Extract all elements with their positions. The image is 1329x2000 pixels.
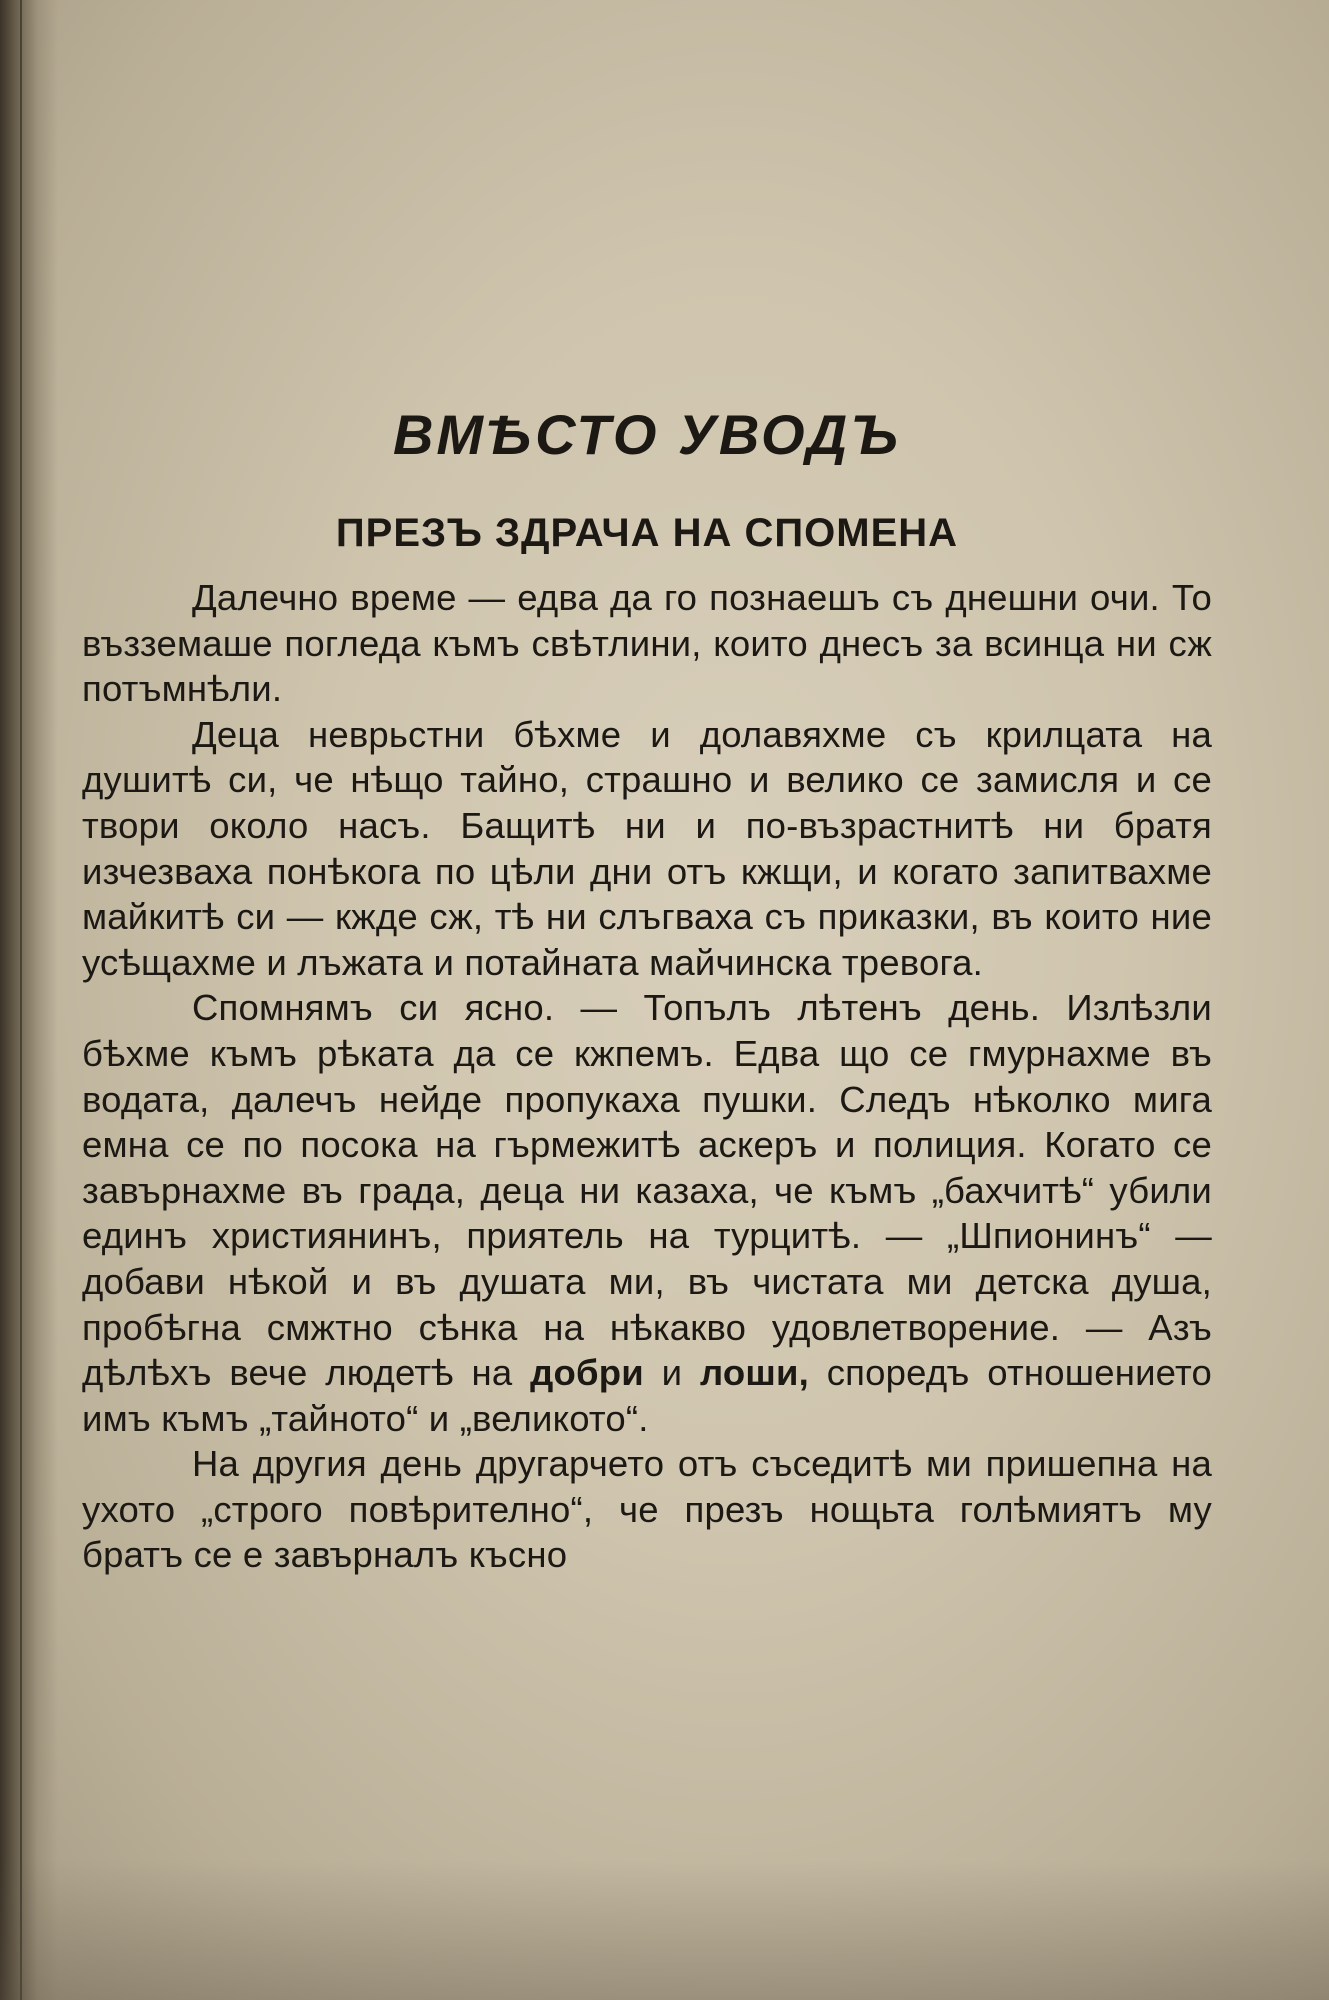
paragraph-3-text-before: Спомнямъ си ясно. — Топълъ лѣтенъ день. Излѣзли бѣхме къмъ рѣката да се кжпемъ. Едва що се гмурнахме въ водата, далечъ нейде пропукаха пушки. Следъ нѣколко мига емна се по посока на гърмежитѣ аскеръ и полиция. Когато се завърнахме въ града, деца ни казаха, че къмъ „бахчитѣ“ убили единъ християнинъ, приятель на турцитѣ. — „Шпионинъ“ — добави нѣкой и въ душата ми, въ чистата ми детска душа, пробѣгна смжтно сѣнка на нѣкакво удовлетворение. — Азъ дѣлѣхъ вече людетѣ на: [82, 987, 1212, 1394]
page-bottom-shadow: [0, 1860, 1329, 2000]
book-spine-shadow: [0, 0, 58, 2000]
paragraph-1: Далечно време — едва да го познаешъ съ днешни очи. То възземаше погледа къмъ свѣтлини, които днесъ за всинца ни сж потъмнѣли.: [82, 577, 1212, 710]
paragraph-3: [82, 985, 1212, 1441]
paragraph-4: На другия день другарчето отъ съседитѣ ми пришепна на ухото „строго повѣрително“, че презъ нощьта голѣмиятъ му братъ се е завърналъ късно: [82, 1443, 1212, 1576]
section-title: ПРЕЗЪ ЗДРАЧА НА СПОМЕНА: [335, 511, 959, 555]
chapter-title: ВМѢСТО УВОДЪ: [392, 403, 902, 466]
paragraph-3-text-after: споредъ отношението имъ къмъ „тайното“ и „великото“.: [82, 1352, 1212, 1439]
bold-word-bad: лоши,: [699, 1352, 809, 1394]
page-text-block: [82, 395, 1212, 1578]
bold-word-good: добри: [530, 1352, 644, 1394]
book-spine-edge: [20, 0, 22, 2000]
paragraph-2: Деца неврьстни бѣхме и долавяхме съ крилцата на душитѣ си, че нѣщо тайно, страшно и велико се замисля и се твори около насъ. Бащитѣ ни и по-възрастнитѣ ни братя изчезваха понѣкога по цѣли дни отъ кжщи, и когато запитвахме майкитѣ си — кжде сж, тѣ ни слъгваха съ приказки, въ които ние усѣщахме и лъжата и потайната майчинска тревога.: [82, 713, 1212, 983]
paragraph-3-text-mid: и: [643, 1352, 700, 1394]
